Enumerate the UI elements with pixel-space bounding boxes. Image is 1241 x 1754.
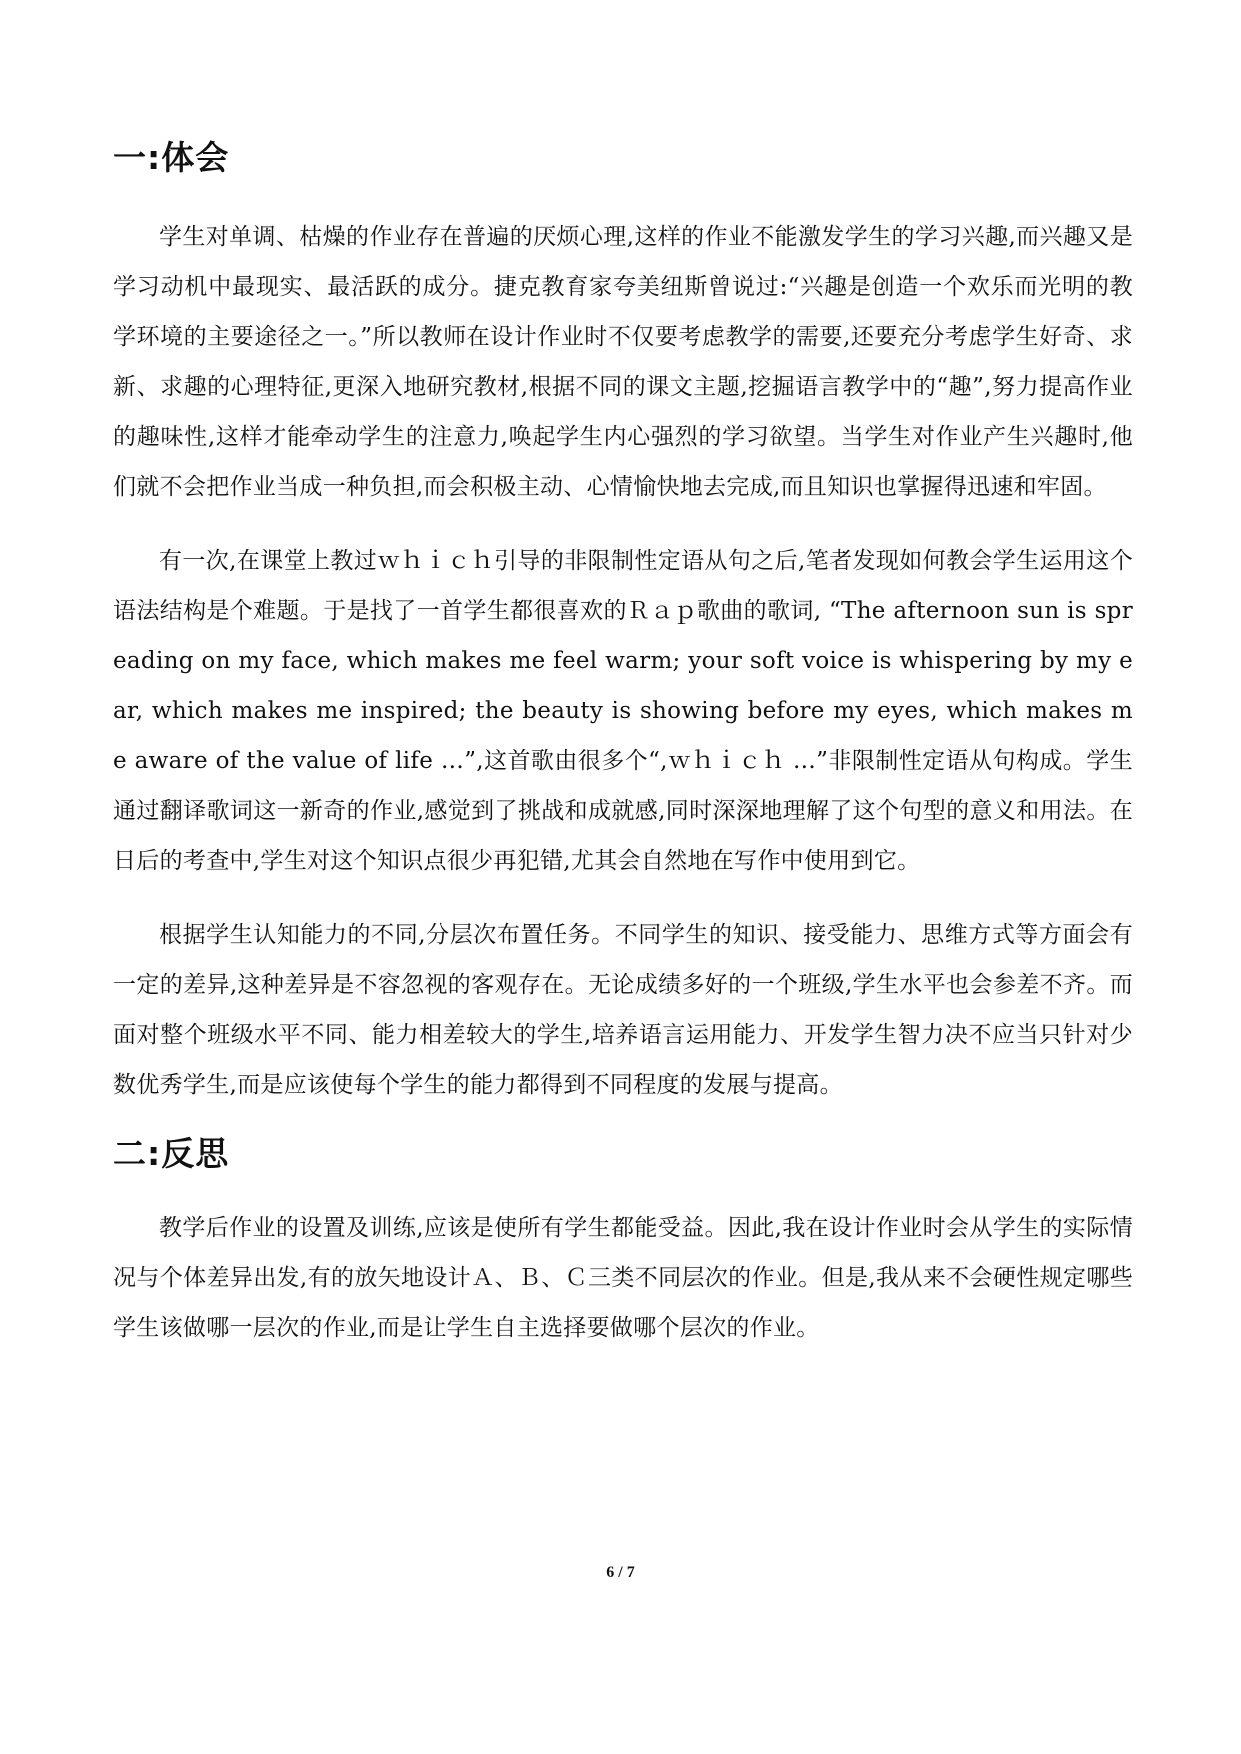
page-number: 6 / 7 bbox=[606, 1564, 635, 1581]
body-paragraph: 学生对单调、枯燥的作业存在普遍的厌烦心理,这样的作业不能激发学生的学习兴趣,而兴趣又是学习动机中最现实、最活跃的成分。捷克教育家夸美纽斯曾说过:“兴趣是创造一个欢乐而光明的教学环境的主要途径之一。”所以教师在设计作业时不仅要考虑教学的需要,还要充分考虑学生好奇、求新、求趣的心理特征,更深入地研究教材,根据不同的课文主题,挖掘语言教学中的“趣”,努力提高作业的趣味性,这样才能牵动学生的注意力,唤起学生内心强烈的学习欲望。当学生对作业产生兴趣时,他们就不会把作业当成一种负担,而会积极主动、心情愉快地去完成,而且知识也掌握得迅速和牢固。 bbox=[113, 223, 1133, 500]
section-title-rethink: 二:反思 bbox=[113, 1133, 230, 1173]
body-paragraph: 教学后作业的设置及训练,应该是使所有学生都能受益。因此,我在设计作业时会从学生的实际情况与个体差异出发,有的放矢地设计Ａ、Ｂ、Ｃ三类不同层次的作业。但是,我从来不会硬性规定哪些学生该做哪一层次的作业,而是让学生自主选择要做哪个层次的作业。 bbox=[113, 1215, 1133, 1342]
body-paragraph: 根据学生认知能力的不同,分层次布置任务。不同学生的知识、接受能力、思维方式等方面会有一定的差异,这种差异是不容忽视的客观存在。无论成绩多好的一个班级,学生水平也会参差不齐。而面对整个班级水平不同、能力相差较大的学生,培养语言运用能力、开发学生智力决不应当只针对少数优秀学生,而是应该使每个学生的能力都得到不同程度的发展与提高。 bbox=[113, 921, 1133, 1098]
document-page bbox=[113, 138, 1133, 1377]
body-paragraph: 有一次,在课堂上教过ｗｈｉｃｈ引导的非限制性定语从句之后,笔者发现如何教会学生运用这个语法结构是个难题。于是找了一首学生都很喜欢的Ｒａｐ歌曲的歌词, “The afternoon sun is spreading on my face, which makes me feel warm; your soft voice is whispering by my ear, which makes me inspired; the beauty is showing before my eyes, which makes me aware of the value of life …”,这首歌由很多个“,ｗｈｉｃｈ …”非限制性定语从句构成。学生通过翻译歌词这一新奇的作业,感觉到了挑战和成就感,同时深深地理解了这个句型的意义和用法。在日后的考查中,学生对这个知识点很少再犯错,尤其会自然地在写作中使用到它。 bbox=[113, 547, 1133, 874]
section-title-reflection: 一:体会 bbox=[113, 138, 230, 177]
